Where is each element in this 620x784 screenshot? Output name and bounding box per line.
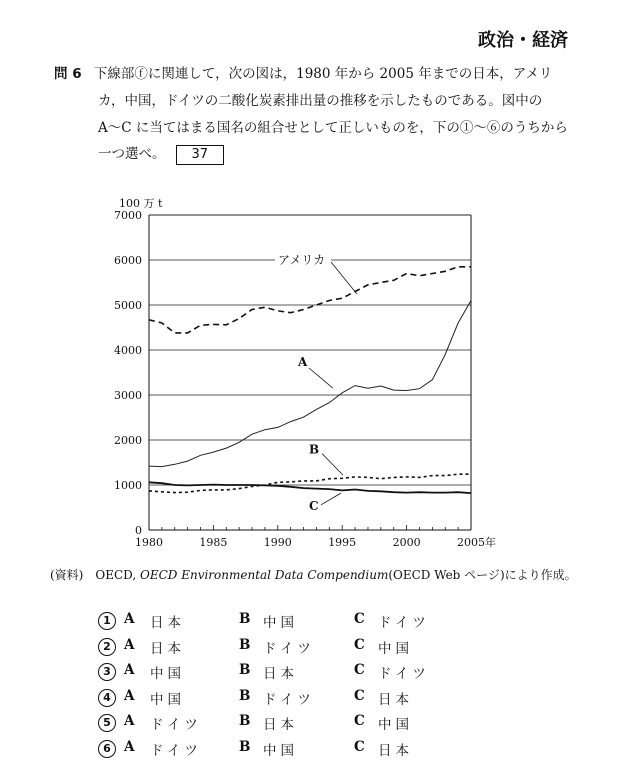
choice-country-c: ドイツ	[378, 666, 430, 682]
choice-country-b: ドイツ	[263, 691, 315, 708]
choice-option-6[interactable]	[98, 739, 478, 761]
choice-letter-b: B	[239, 662, 251, 678]
choice-country-c: 中国	[378, 640, 413, 657]
choice-letter-b: B	[239, 713, 251, 729]
choice-letter-a: A	[124, 611, 135, 627]
choice-letter-c: C	[354, 662, 365, 678]
series-label-a: A	[298, 354, 308, 369]
y-tick-label: 6000	[114, 254, 142, 267]
choice-letter-a: A	[124, 662, 135, 678]
choice-option-1[interactable]	[98, 611, 478, 633]
choice-letter-b: B	[239, 738, 251, 755]
series-line-0	[149, 267, 471, 333]
choice-country-b: 日本	[263, 666, 298, 682]
x-tick-label: 2005	[457, 536, 485, 549]
choice-number: 3	[98, 663, 116, 681]
choice-letter-a: A	[124, 713, 135, 729]
choice-letter-a: A	[124, 687, 135, 704]
choice-letter-c: C	[354, 738, 365, 755]
choice-number: 4	[98, 689, 116, 707]
choice-country-c: 日本	[378, 691, 413, 708]
choice-number: 1	[98, 612, 116, 630]
choice-letter-c: C	[354, 636, 365, 653]
choice-option-2[interactable]	[98, 637, 478, 659]
choice-country-b: ドイツ	[263, 640, 315, 657]
choice-letter-b: B	[239, 611, 251, 627]
choice-country-a: 中国	[150, 691, 185, 708]
choice-country-b: 日本	[263, 717, 298, 733]
choice-country-a: 日本	[150, 640, 185, 657]
question-number: 問 6	[54, 66, 82, 82]
choice-country-c: 日本	[378, 742, 413, 759]
question-text-4: 一つ選べ。	[98, 146, 166, 162]
source-title: OECD Environmental Data Compendium	[139, 568, 389, 582]
label-leader	[331, 262, 357, 294]
y-tick-label: 2000	[114, 434, 142, 447]
answer-box[interactable]: 37	[176, 145, 224, 165]
choice-letter-a: A	[124, 738, 135, 755]
source-prefix: (資料) OECD,	[50, 568, 137, 582]
choice-letter-b: B	[239, 687, 251, 704]
subject-header: 政治・経済	[478, 30, 568, 51]
choice-letter-c: C	[354, 611, 365, 627]
y-tick-label: 1000	[114, 479, 142, 492]
y-tick-label: 0	[135, 524, 142, 537]
choice-letter-c: C	[354, 687, 365, 704]
series-label-usa: アメリカ	[278, 253, 326, 267]
y-tick-label: 7000	[114, 209, 142, 222]
choice-number: 5	[98, 714, 116, 732]
choice-option-3[interactable]	[98, 662, 478, 684]
choice-option-5[interactable]	[98, 713, 478, 735]
choice-number: 2	[98, 638, 116, 656]
choice-country-c: ドイツ	[378, 615, 430, 631]
x-tick-label: 1980	[135, 536, 163, 549]
question-line-1	[54, 62, 552, 82]
choice-letter-a: A	[124, 636, 135, 653]
choice-country-a: ドイツ	[150, 717, 202, 733]
choice-country-b: 中国	[263, 742, 298, 759]
source-note	[50, 566, 577, 583]
x-tick-label: 1990	[263, 536, 292, 549]
choice-option-4[interactable]	[98, 688, 478, 710]
x-tick-label: 1995	[328, 536, 357, 549]
choice-number: 6	[98, 740, 116, 758]
label-leader	[309, 368, 333, 388]
y-tick-label: 3000	[114, 389, 142, 402]
co2-emissions-chart	[0, 185, 620, 563]
question-text-1: 下線部ⓕに関連して，次の図は，1980 年から 2005 年までの日本，アメリ	[93, 66, 553, 82]
series-line-2	[149, 474, 471, 492]
series-label-c: C	[309, 498, 319, 513]
choice-country-a: ドイツ	[150, 742, 202, 759]
x-tick-label: 1985	[199, 536, 228, 549]
y-axis-label: 100 万 t	[119, 197, 163, 210]
choice-country-a: 日本	[150, 615, 185, 631]
question-text-3: A～C に当てはまる国名の組合せとして正しいものを，下の①～⑥のうちから	[98, 120, 568, 136]
y-tick-label: 4000	[114, 344, 142, 357]
label-leader	[321, 493, 341, 505]
question-line-4	[98, 142, 224, 165]
x-unit-label: 年	[485, 536, 496, 549]
label-leader	[322, 454, 343, 476]
x-tick-label: 2000	[392, 536, 421, 549]
choice-country-c: 中国	[378, 717, 413, 733]
choice-letter-b: B	[239, 636, 251, 653]
choice-country-b: 中国	[263, 615, 298, 631]
y-tick-label: 5000	[114, 299, 142, 312]
question-text-2: カ，中国，ドイツの二酸化炭素排出量の推移を示したものである。図中の	[98, 93, 543, 109]
choice-country-a: 中国	[150, 666, 185, 682]
choice-letter-c: C	[354, 713, 365, 729]
source-suffix: (OECD Web ページ)により作成。	[388, 568, 577, 582]
series-label-b: B	[309, 442, 320, 457]
